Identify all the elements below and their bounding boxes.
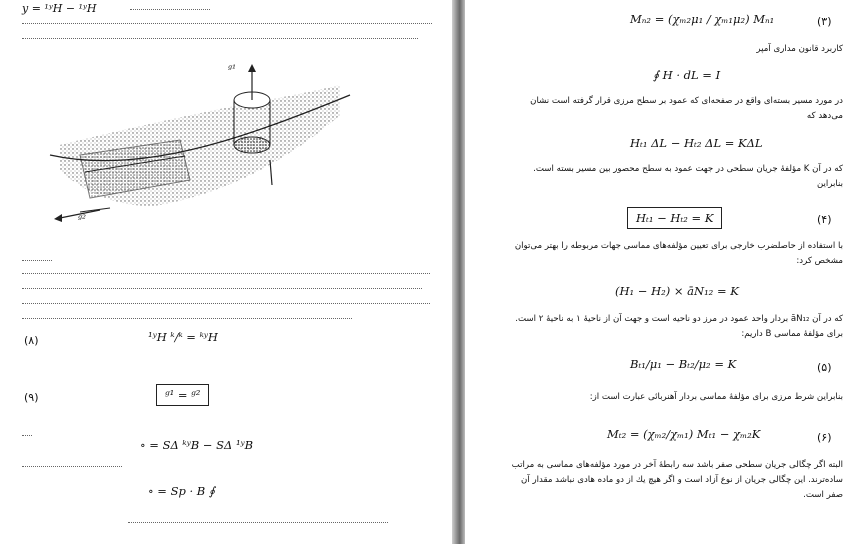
equation-3-number: (۳) xyxy=(817,15,832,28)
equation-6: Mₜ₂ = (χₘ₂/χₘ₁) Mₜ₁ − χₘ₂K xyxy=(607,427,761,441)
text-line xyxy=(128,517,388,523)
equation-9-number: (۹) xyxy=(24,391,39,404)
text-line xyxy=(22,33,418,39)
equation-9: ᵍ¹ = ᵍ² xyxy=(156,384,209,406)
text-ampere: کاربرد قانون مداری آمپر xyxy=(756,44,843,54)
text-magnet: بنابراین شرط مرزی برای مؤلفهٔ مماسی بردار آهنربائی عبارت است از: xyxy=(589,392,843,402)
equation-cross: (H₁ − H₂) × āN₁₂ = K xyxy=(615,284,739,298)
equation-4: Hₜ₁ − Hₜ₂ = K xyxy=(627,207,722,229)
text-line xyxy=(22,461,122,467)
equation-4-number: (۴) xyxy=(817,213,832,226)
text-line xyxy=(22,268,430,274)
book-gutter xyxy=(452,0,465,544)
right-page xyxy=(465,0,858,544)
equation-5-number: (۵) xyxy=(817,361,832,374)
equation-line-a: ∘ = SΔ ᵏʸB − SΔ ¹ʸB xyxy=(140,438,254,452)
equation-8: ¹ʸH ᵏ/ᵏ = ᵏʸH xyxy=(148,330,218,344)
figure-label-bottom: ᵍ² xyxy=(78,214,87,225)
text-line xyxy=(22,283,422,289)
text-normal: که در آن āN₁₂ بردار واحد عمود در مرز دو ناحیه است و جهت آن از ناحیهٔ ۱ به ناحیهٔ ۲ است. برای مؤلفهٔ مماسی B داریم: xyxy=(515,314,843,339)
equation-3: Mₙ₂ = (χₘ₂μ₁ / χₘ₁μ₂) Mₙ₁ xyxy=(630,12,775,26)
text-k: که در آن K مؤلفهٔ جریان سطحی در جهت عمود به سطح محصور بین مسیر بسته است. بنابراین xyxy=(533,164,843,189)
top-equation: y = ¹ʸH − ¹ʸH xyxy=(22,2,97,15)
text-line xyxy=(22,313,352,319)
boundary-figure xyxy=(40,60,360,230)
equation-5: Bₜ₁/μ₁ − Bₜ₂/μ₂ = K xyxy=(630,357,737,371)
text-path: در مورد مسیر بسته‌ای واقع در صفحه‌ای که عمود بر سطح مرزی قرار گرفته است نشان می‌دهد که xyxy=(530,96,843,121)
text-line xyxy=(22,18,432,24)
text-line xyxy=(130,4,210,10)
text-line xyxy=(22,298,430,304)
equation-8-number: (۸) xyxy=(24,334,39,347)
text-final: البته اگر چگالی جریان سطحی صفر باشد سه رابطهٔ آخر در مورد مؤلفه‌های مماسی به مراتب ساده‌ترند. این چگالی جریان از نوع آزاد است و اگر هیچ یك از دو ماده هادی نباشد مقدار آن صفر است. xyxy=(511,460,843,500)
text-cross: با استفاده از حاصلضرب خارجی برای تعیین مؤلفه‌های مماسی جهات مربوطه را بهتر می‌توان مشخص کرد: xyxy=(514,241,843,266)
text-line xyxy=(22,430,32,436)
equation-ampere: ∮ H · dL = I xyxy=(653,68,721,82)
equation-path: Hₜ₁ ΔL − Hₜ₂ ΔL = KΔL xyxy=(630,136,763,150)
figure-label-top: ᵍ¹ xyxy=(228,64,237,75)
equation-line-b: ∘ = Sp · B ∮ xyxy=(148,484,215,498)
equation-6-number: (۶) xyxy=(817,431,832,444)
text-line xyxy=(22,255,52,261)
